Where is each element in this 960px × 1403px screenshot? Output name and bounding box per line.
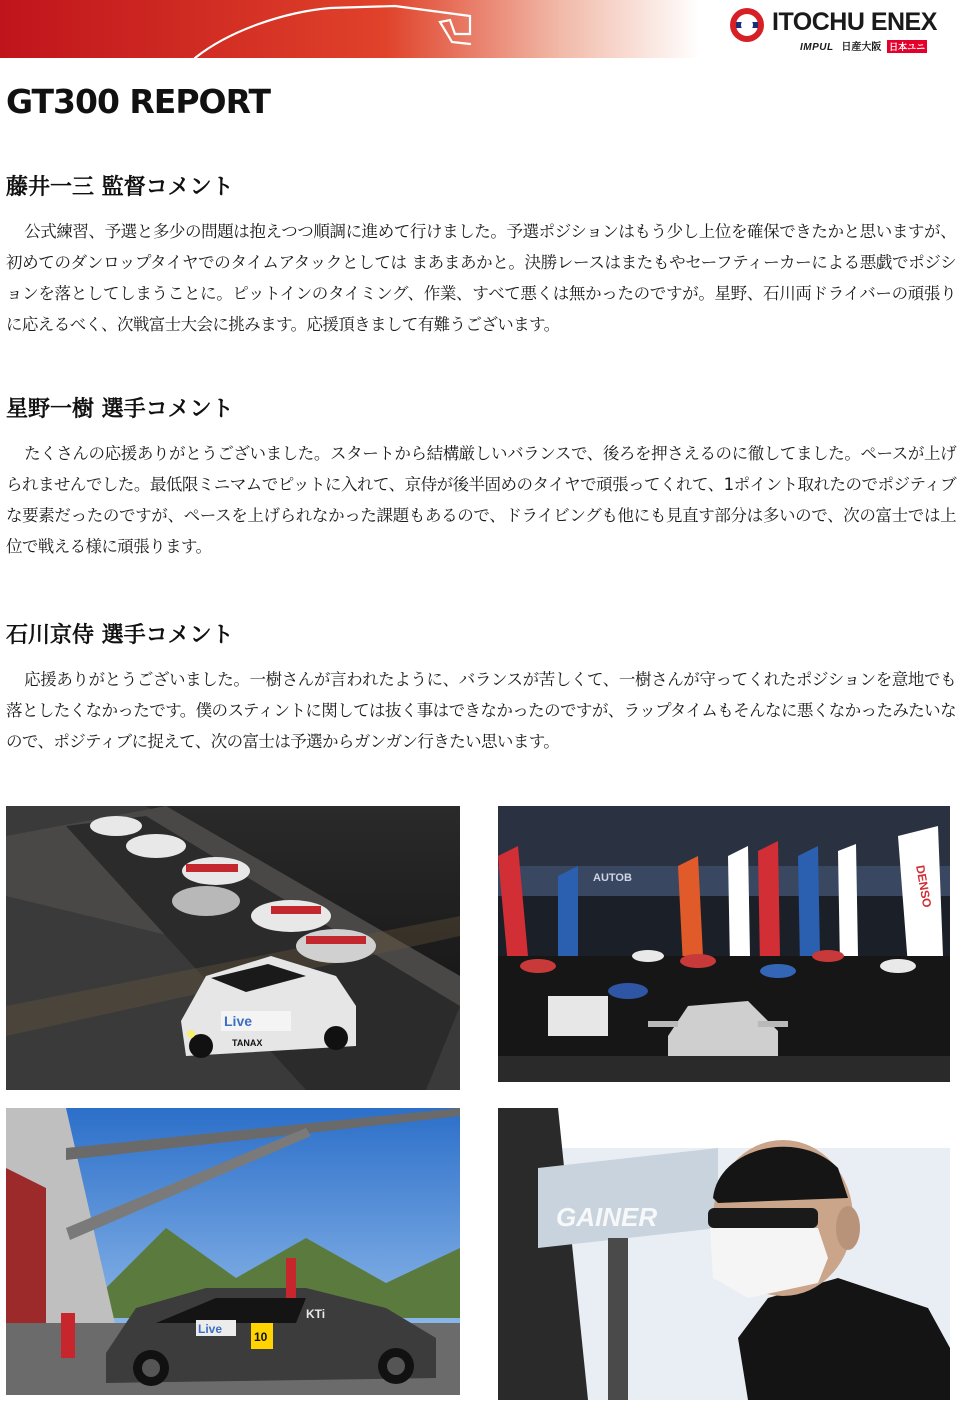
section-heading: 星野一樹 選手コメント [6, 397, 234, 422]
banner-text: AUTOB [593, 872, 632, 884]
impul-label: IMPUL [800, 42, 834, 53]
manager-comment-section [6, 170, 956, 340]
sign-text: GAINER [556, 1202, 658, 1232]
itochu-enex-logo [728, 6, 956, 54]
page-header [0, 0, 960, 58]
team-manager-portrait-photo [498, 1108, 950, 1400]
car-number-text: 10 [254, 1330, 268, 1344]
sponsor-tag: 日本ユニ [889, 42, 926, 52]
logo-text: ITOCHU ENEX [772, 8, 937, 36]
nissan-osaka-label: 日産大阪 [841, 42, 882, 53]
banner-text: DENSO [913, 864, 935, 909]
driver-hoshino-comment-section [6, 392, 956, 562]
car-sponsor-text: KTi [306, 1307, 326, 1321]
section-body: 公式練習、予選と多少の問題は抱えつつ順調に進めて行けました。予選ポジションはもう少し上位を確保できたかと思いますが、初めてのダンロップタイヤでのタイムアタックとしては まあまあかと。決勝レースはまたもやセーフティーカーによる悪戯でポジションを落としてしまうことに。ピットインのタイミング、作業、すべて悪くは無かったのですが。星野、石川両ドライバーの頑張りに応えるべく、次戦富士大会に挑みます。応援頂きまして有難うございます。 [6, 222, 956, 334]
car-label-text: Live [224, 1013, 253, 1029]
pit-stop-photo [6, 1108, 460, 1395]
section-heading: 石川京侍 選手コメント [6, 623, 234, 648]
logo-mark-icon [728, 6, 766, 44]
section-heading: 藤井一三 監督コメント [6, 175, 234, 200]
logo-sub-brands [800, 38, 927, 53]
driver-ishikawa-comment-section [6, 618, 956, 757]
header-banner-graphic [0, 0, 700, 58]
car-label-text: Live [198, 1322, 223, 1336]
page-title: GT300 REPORT [6, 82, 271, 121]
race-photo [6, 806, 460, 1090]
section-body: たくさんの応援ありがとうございました。スタートから結構厳しいバランスで、後ろを押さえるのに徹してました。ペースが上げられませんでした。最低限ミニマムでピットに入れて、京侍が後半固めのタイヤで頑張ってくれて、1ポイント取れたのでポジティブな要素だったのですが、ペースを上げられなかった課題もあるので、ドライビングも他にも見直す部分は多いので、次の富士では上位で戦える様に頑張ります。 [6, 444, 956, 556]
section-body: 応援ありがとうございました。一樹さんが言われたように、バランスが苦しくて、一樹さんが守ってくれたポジションを意地でも落としたくなかったです。僕のスティントに関しては抜く事はできなかったのですが、ラップタイムもそんなに悪くなかったみたいなので、ポジティブに捉えて、次の富士は予選からガンガン行きたい思います。 [6, 670, 956, 751]
car-sponsor-text: TANAX [232, 1038, 263, 1048]
grid-walk-photo [498, 806, 950, 1082]
